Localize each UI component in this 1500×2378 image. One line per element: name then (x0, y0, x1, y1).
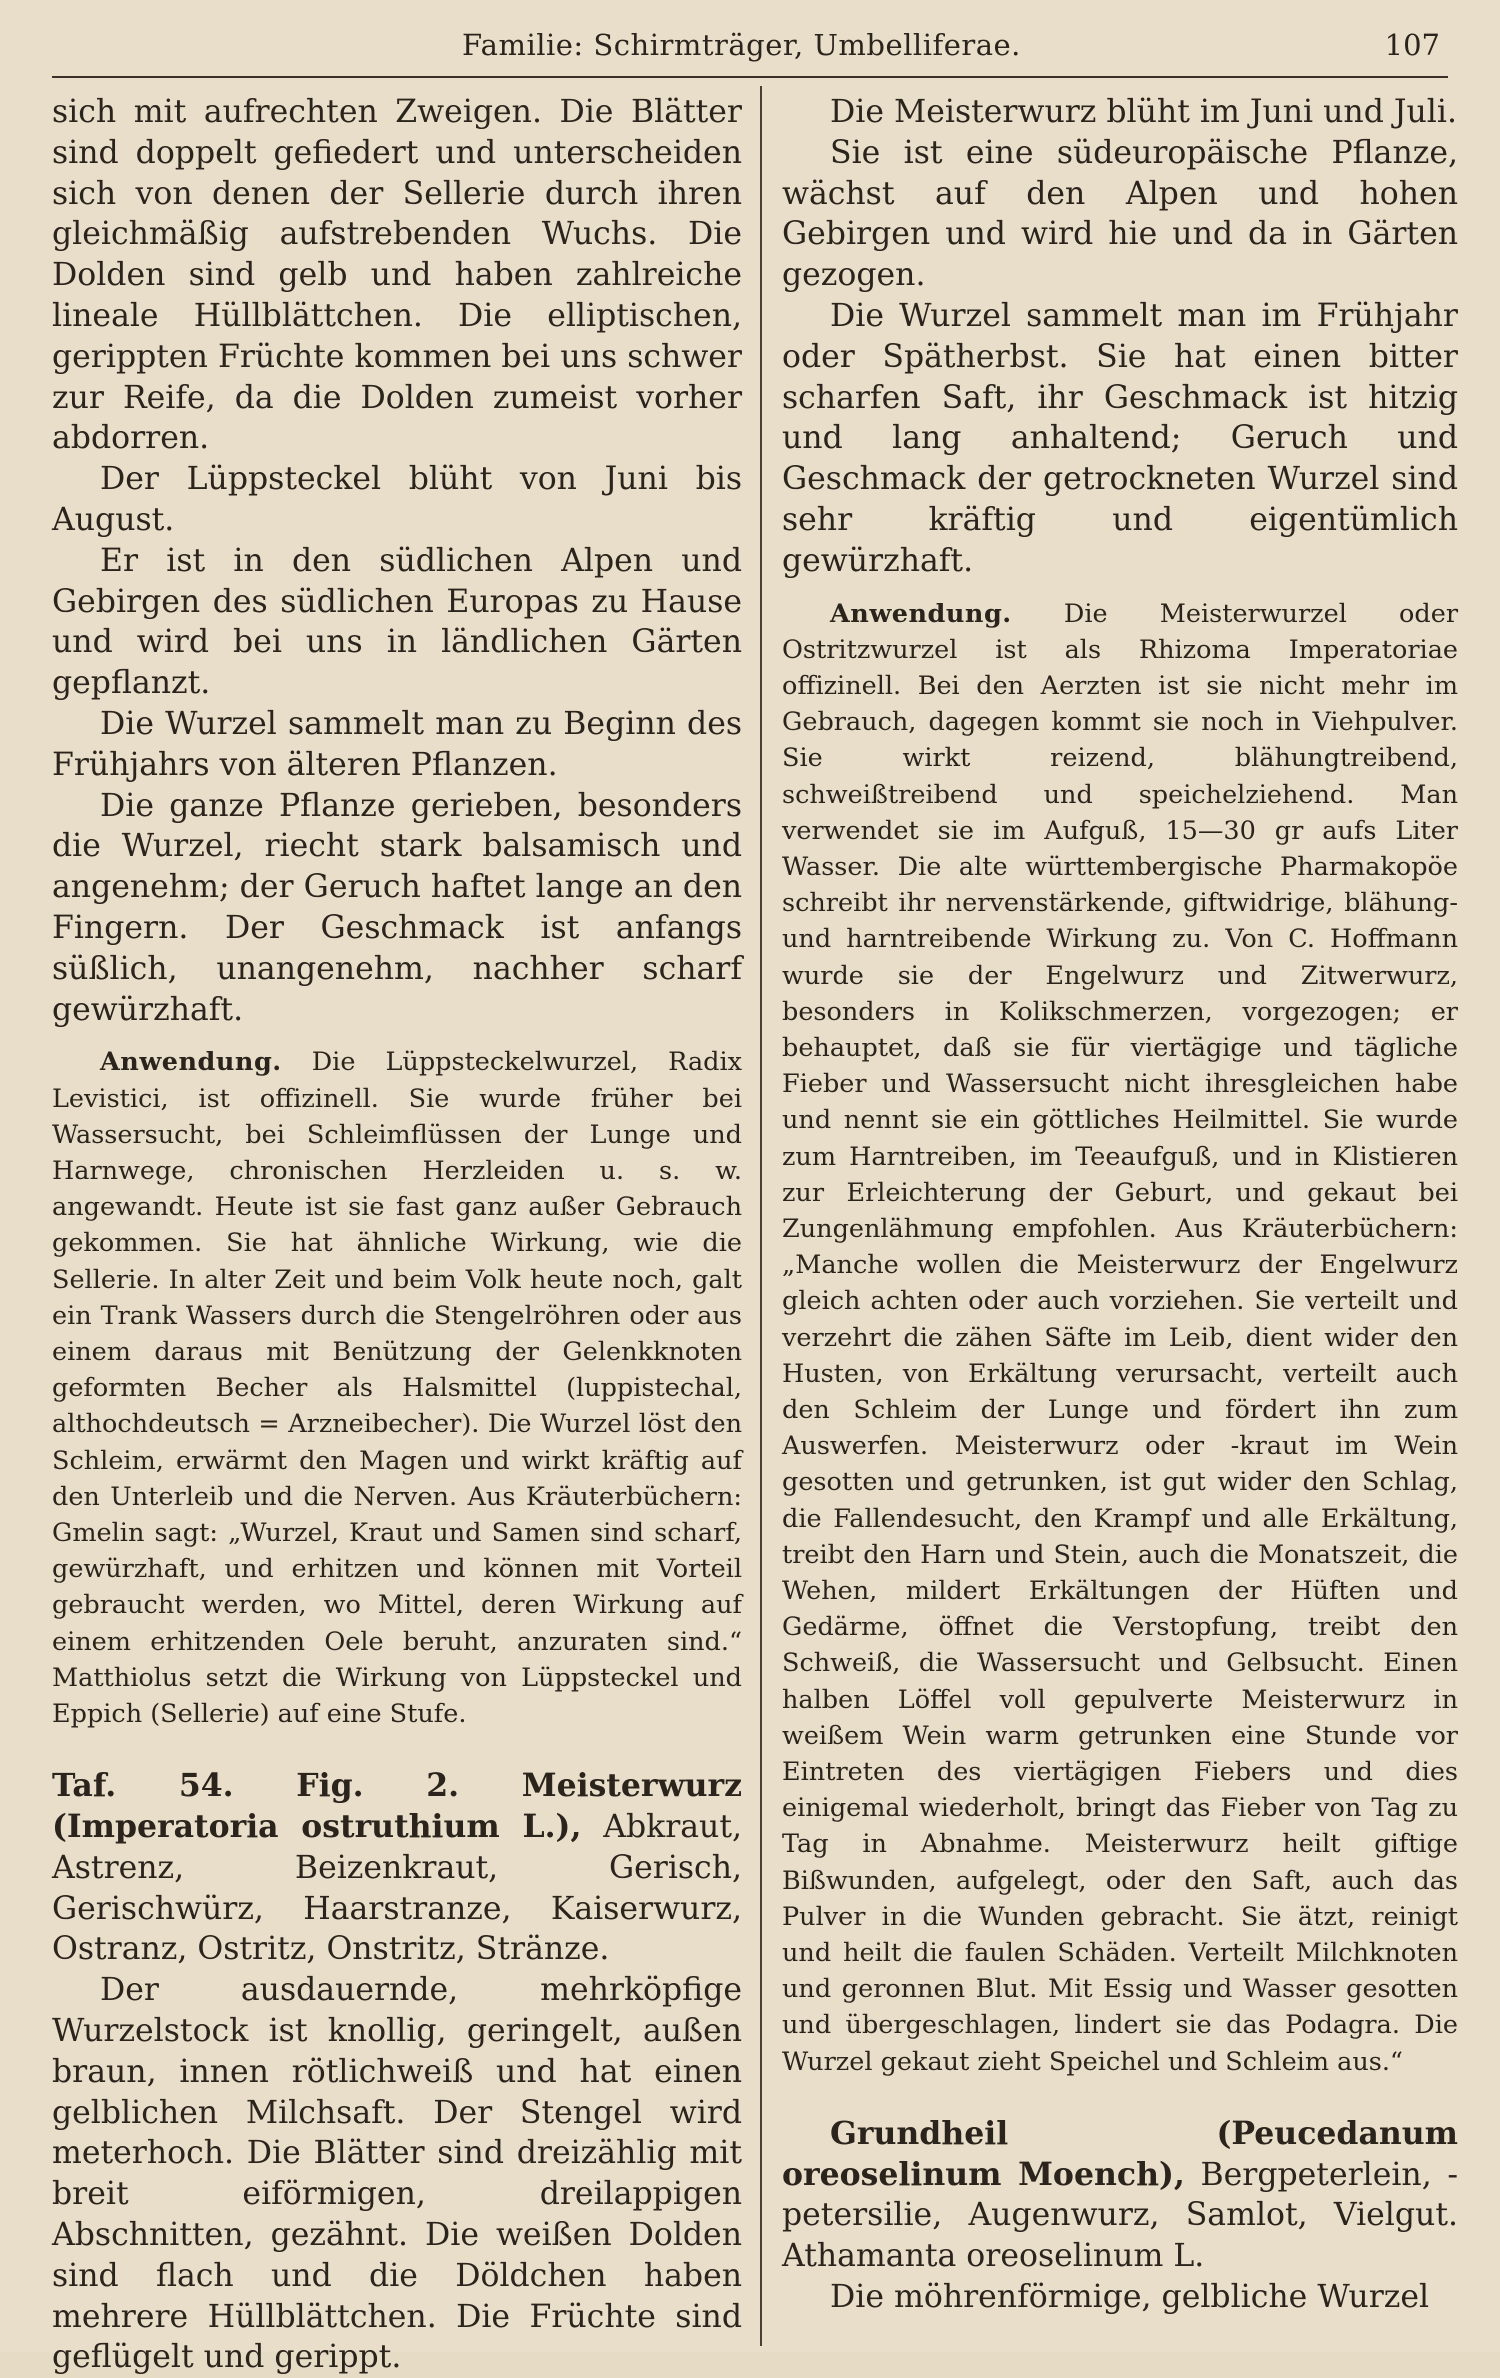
entry-synonyms: Abkraut, Astrenz, Beizenkraut, Gerisch, Gerischwürz, Haarstranze, Kaiserwurz, Ostranz, Ostritz, Onstritz, Stränze. (52, 1808, 742, 1968)
left-paragraph-4: Die Wurzel sammelt man zu Beginn des Frühjahrs von älteren Pflanzen. (52, 705, 742, 783)
usage-text: Die Lüppsteckelwurzel, Radix Levistici, ist offizinell. Sie wurde früher bei Wassersucht, bei Schleimflüssen der Lunge und Harnwege, chronischen Herzleiden u. s. w. angewandt. Heute ist sie fast ganz außer Gebrauch gekommen. Sie hat ähnliche Wirkung, wie die Sellerie. In alter Zeit und beim Volk heute noch, galt ein Trank Wassers durch die Stengelröhren oder aus einem daraus mit Benützung der Gelenkknoten geformten Becher als Halsmittel (luppistechal, althochdeutsch = Arzneibecher). Die Wurzel löst den Schleim, erwärmt den Magen und wirkt kräftig auf den Unterleib und die Nerven. Aus Kräuterbüchern: Gmelin sagt: „Wurzel, Kraut und Samen sind scharf, gewürzhaft, und erhitzen und können mit Vorteil gebraucht werden, wo Mittel, deren Wirkung auf einem erhitzenden Oele beruht, anzuraten sind.“ Matthiolus setzt die Wirkung von Lüppsteckel und Eppich (Sellerie) auf eine Stufe. (52, 1047, 743, 1729)
left-paragraph-2: Der Lüppsteckel blüht von Juni bis August. (52, 461, 742, 538)
running-title: Familie: Schirmträger, Umbelliferae. (462, 28, 1021, 62)
left-paragraph-6: Der ausdauernde, mehrköpfige Wurzelstock ist knollig, geringelt, außen braun, innen rötlichweiß und hat einen gelblichen Milchsaft. Der Stengel wird meterhoch. Die Blätter sind dreizählig mit breit eiförmigen, dreilappigen Abschnitten, gezähnt. Die weißen Dolden sind flach und die Döldchen haben mehrere Hüllblättchen. Die Früchte sind geflügelt und gerippt. (52, 1972, 742, 2376)
entry-heading: Grundheil (Peucedanum oreoselinum Moench), (782, 2114, 1458, 2193)
right-paragraph-2: Sie ist eine südeuropäische Pflanze, wächst auf den Alpen und hohen Gebirgen und wird hie und da in Gärten gezogen. (782, 134, 1458, 294)
entry-grundheil (782, 2114, 1458, 2277)
entry-heading: Taf. 54. Fig. 2. Meisterwurz (Imperatoria ostruthium L.), (52, 1767, 742, 1845)
left-column (52, 92, 742, 2378)
left-paragraph-1: sich mit aufrechten Zweigen. Die Blätter sind doppelt gefiedert und unterscheiden sich von denen der Sellerie durch ihren gleichmäßig aufstrebenden Wuchs. Die Dolden sind gelb und haben zahlreiche lineale Hüllblättchen. Die elliptischen, gerippten Früchte kommen bei uns schwer zur Reife, da die Dolden zumeist vorher abdorren. (52, 94, 742, 457)
spacer (52, 1732, 742, 1766)
entry-synonyms: Bergpeterlein, -petersilie, Augenwurz, Samlot, Vielgut. Athamanta oreoselinum L. (782, 2156, 1458, 2275)
column-divider (760, 86, 762, 2346)
right-paragraph-1: Die Meisterwurz blüht im Juni und Juli. (830, 94, 1457, 130)
page-number: 107 (1384, 28, 1440, 62)
page-header (52, 26, 1448, 78)
right-paragraph-4: Die möhrenförmige, gelbliche Wurzel (830, 2279, 1430, 2316)
left-usage-paragraph (52, 1044, 742, 1732)
right-column (782, 92, 1458, 2318)
entry-meisterwurz (52, 1766, 742, 1970)
usage-text: Die Meisterwurzel oder Ostritzwurzel ist als Rhizoma Imperatoriae offizinell. Bei den Aerzten ist sie nicht mehr im Gebrauch, dagegen kommt sie noch in Viehpulver. Sie wirkt reizend, blähungtreibend, schweißtreibend und speichelziehend. Man verwendet sie im Aufguß, 15—30 gr aufs Liter Wasser. Die alte württembergische Pharmakopöe schreibt ihr nervenstärkende, giftwidrige, blähung- und harntreibende Wirkung zu. Von C. Hoffmann wurde sie der Engelwurz und Zitwerwurz, besonders in Kolikschmerzen, vorgezogen; er behauptet, daß sie für viertägige und tägliche Fieber und Wassersucht nicht ihresgleichen habe und nennt sie ein göttliches Heilmittel. Sie wurde zum Harntreiben, im Teeaufguß, und in Klistieren zur Erleichterung der Geburt, und gekaut bei Zungenlähmung empfohlen. Aus Kräuterbüchern: „Manche wollen die Meisterwurz der Engelwurz gleich achten oder auch vorziehen. Sie verteilt und verzehrt die zähen Säfte im Leib, dient wider den Husten, von Erkältung verursacht, verteilt auch den Schleim der Lunge und fördert ihn zum Auswerfen. Meisterwurz oder -kraut im Wein gesotten und getrunken, ist gut wider den Schlag, die Fallendesucht, den Krampf und alle Erkältung, treibt den Harn und Stein, auch die Monatszeit, die Wehen, mildert Erkältungen der Hüften und Gedärme, öffnet die Verstopfung, treibt den Schweiß, die Wassersucht und Gelbsucht. Einen halben Löffel voll gepulverte Meisterwurz in weißem Wein warm getrunken eine Stunde vor Eintreten des viertägigen Fiebers und dies einigemal wiederholt, bringt das Fieber von Tag zu Tag in Abnahme. Meisterwurz heilt giftige Bißwunden, aufgelegt, oder den Saft, auch das Pulver in die Wunden gebracht. Sie ätzt, reinigt und heilt die faulen Schäden. Verteilt Milchknoten und geronnen Blut. Mit Essig und Wasser gesotten und übergeschlagen, lindert sie das Podagra. Die Wurzel gekaut zieht Speichel und Schleim aus.“ (782, 598, 1459, 2077)
right-usage-paragraph (782, 596, 1458, 2080)
right-paragraph-3: Die Wurzel sammelt man im Frühjahr oder Spätherbst. Sie hat einen bitter scharfen Saft, ihr Geschmack ist hitzig und lang anhaltend; Geruch und Geschmack der getrockneten Wurzel sind sehr kräftig und eigentümlich gewürzhaft. (782, 297, 1458, 579)
spacer (782, 2080, 1458, 2114)
left-paragraph-3: Er ist in den südlichen Alpen und Gebirgen des südlichen Europas zu Hause und wird bei uns in ländlichen Gärten gepflanzt. (52, 542, 742, 702)
spacer (782, 582, 1458, 596)
left-paragraph-5: Die ganze Pflanze gerieben, besonders die Wurzel, riecht stark balsamisch und angenehm; der Geruch haftet lange an den Fingern. Der Geschmack ist anfangs süßlich, unangenehm, nachher scharf gewürzhaft. (52, 787, 742, 1028)
spacer (52, 1030, 742, 1044)
usage-label: Anwendung. (830, 598, 1012, 629)
usage-label: Anwendung. (100, 1047, 282, 1078)
